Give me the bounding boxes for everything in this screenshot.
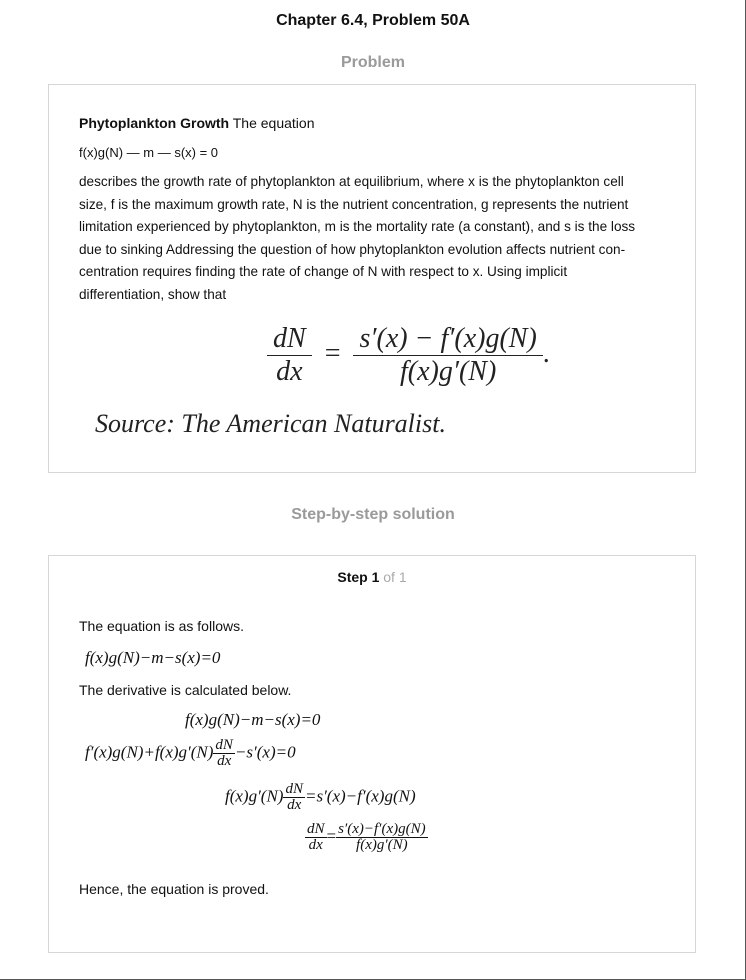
result-rhs-num: s′(x) − f′(x)g(N) (359, 323, 537, 354)
problem-equation: f(x)g(N) — m — s(x) = 0 (79, 145, 219, 160)
step-header (49, 569, 695, 585)
d4-rnum: s′(x)−f′(x)g(N) (338, 821, 426, 837)
d2-left: f′(x)g(N)+f(x)g′(N) (85, 742, 214, 762)
d3-left: f(x)g′(N) (225, 786, 284, 806)
paragraph-line: due to sinking Addressing the question of how phytoplankton evolution affects nutrient con- (79, 241, 626, 257)
problem-section-label: Problem (340, 54, 405, 71)
paragraph-line: differentiation, show that (79, 286, 227, 302)
d4-equals: = (326, 826, 337, 846)
paragraph-line: describes the growth rate of phytoplankton at equilibrium, where x is the phytoplankton cell (79, 174, 624, 189)
paragraph-line: centration requires finding the rate of change of N with respect to x. Using implicit (79, 264, 568, 279)
result-lhs-den: dx (267, 355, 312, 388)
derivation-line-2 (85, 738, 296, 769)
d2-num: dN (215, 737, 233, 753)
d4-den: dx (305, 837, 327, 853)
d4-rhs-fraction (336, 822, 427, 853)
step-label: Step 1 (337, 569, 380, 585)
solution-equation: f(x)g(N)−m−s(x)=0 (85, 648, 221, 667)
d3-num: dN (285, 781, 303, 797)
period: . (542, 337, 550, 369)
result-rhs-den: f(x)g′(N) (353, 355, 542, 388)
solution-line-2: The derivative is calculated below. (79, 682, 292, 698)
problem-heading-line (79, 112, 679, 135)
problem-card (48, 84, 696, 473)
source-citation: Source: The American Naturalist. (95, 409, 446, 438)
derivation-line-3 (225, 782, 416, 813)
equals-sign: = (324, 337, 341, 369)
solution-conclusion: Hence, the equation is proved. (79, 881, 269, 897)
d2-den: dx (213, 753, 235, 769)
paragraph-line: limitation experienced by phytoplankton, m is the mortality rate (a constant), and s is the loss (79, 219, 636, 234)
derivation-line-1: f(x)g(N)−m−s(x)=0 (185, 710, 321, 729)
d3-right: =s′(x)−f′(x)g(N) (305, 786, 416, 806)
result-lhs-num: dN (273, 323, 306, 354)
step-count: of 1 (383, 569, 407, 585)
result-rhs-fraction (353, 323, 542, 388)
result-formula (267, 323, 550, 388)
solution-section-label: Step-by-step solution (291, 506, 455, 523)
result-lhs-fraction (267, 323, 312, 388)
d3-fraction (283, 782, 305, 813)
derivation-line-4 (305, 822, 428, 853)
d3-den: dx (283, 797, 305, 813)
d4-num: dN (307, 821, 325, 837)
solution-card (48, 555, 696, 953)
d4-lhs-fraction (305, 822, 327, 853)
problem-paragraph (79, 171, 679, 306)
solution-line-1: The equation is as follows. (79, 618, 244, 634)
d2-right: −s′(x)=0 (234, 742, 296, 762)
page-title: Chapter 6.4, Problem 50A (276, 12, 470, 29)
problem-heading: Phytoplankton Growth (79, 115, 230, 131)
paragraph-line: size, f is the maximum growth rate, N is the nutrient concentration, g represents the nutrient (79, 196, 629, 212)
problem-intro: The equation (232, 115, 315, 131)
d4-rden: f(x)g′(N) (336, 837, 427, 853)
d2-fraction (213, 738, 235, 769)
